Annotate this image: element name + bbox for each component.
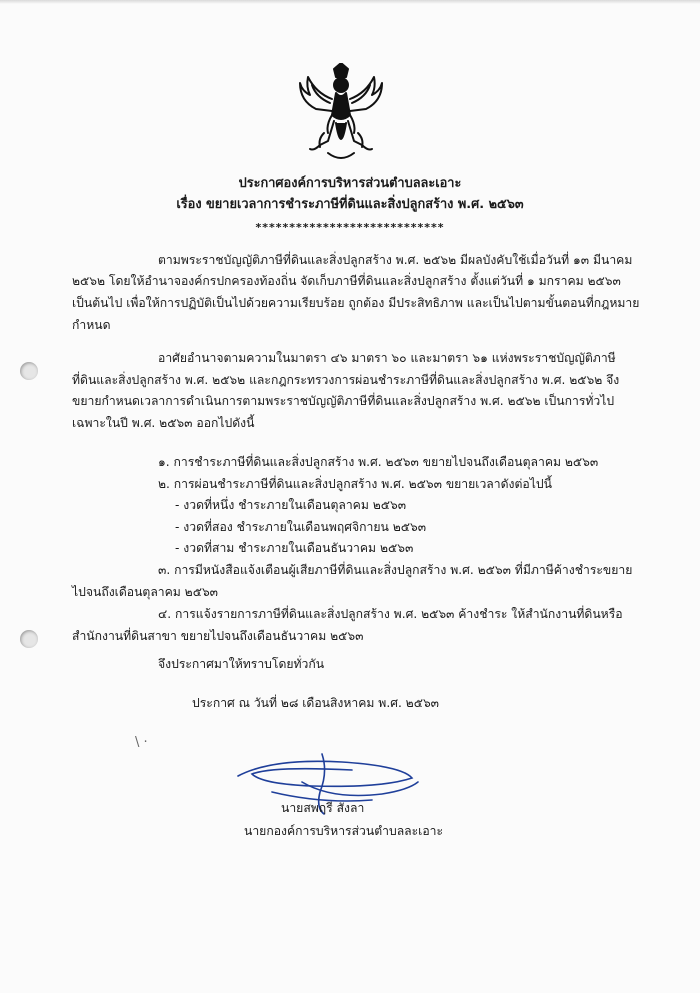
garuda-emblem-icon <box>298 63 384 163</box>
header-separator: **************************** <box>255 221 445 234</box>
announcement-title: ประกาศองค์การบริหารส่วนตำบลละเอาะ <box>238 176 462 191</box>
binder-hole-bottom <box>20 630 38 648</box>
item-2: ๒. การผ่อนชำระภาษีที่ดินและสิ่งปลูกสร้าง พ.ศ. ๒๕๖๓ ขยายเวลาดังต่อไปนี้ <box>158 477 552 491</box>
item-2-sub-3: - งวดที่สาม ชำระภายในเดือนธันวาคม ๒๕๖๓ <box>175 541 414 555</box>
paragraph-1-line-3: เป็นต้นไป เพื่อให้การปฏิบัติเป็นไปด้วยความเรียบร้อย ถูกต้อง มีประสิทธิภาพ และเป็นไปตามขั้นตอนที่กฎหมาย <box>72 296 640 310</box>
paragraph-2-line-1: อาศัยอำนาจตามความในมาตรา ๔๖ มาตรา ๖๐ และมาตรา ๖๑ แห่งพระราชบัญญัติภาษี <box>158 351 616 365</box>
signer-name: นายสพฤรี สังลา <box>281 801 365 815</box>
item-4-line-2: สำนักงานที่ดินสาขา ขยายไปจนถึงเดือนธันวาคม ๒๕๖๓ <box>72 629 364 643</box>
closing-statement: จึงประกาศมาให้ทราบโดยทั่วกัน <box>158 657 325 671</box>
item-2-sub-2: - งวดที่สอง ชำระภายในเดือนพฤศจิกายน ๒๕๖๓ <box>175 520 427 534</box>
item-3-line-1: ๓. การมีหนังสือแจ้งเตือนผู้เสียภาษีที่ดินและสิ่งปลูกสร้าง พ.ศ. ๒๕๖๓ ที่มีภาษีค้างชำระขยาย <box>158 563 633 577</box>
item-2-sub-1: - งวดที่หนึ่ง ชำระภายในเดือนตุลาคม ๒๕๖๓ <box>175 498 407 512</box>
item-3-line-2: ไปจนถึงเดือนตุลาคม ๒๕๖๓ <box>72 585 219 599</box>
item-1: ๑. การชำระภาษีที่ดินและสิ่งปลูกสร้าง พ.ศ. ๒๕๖๓ ขยายไปจนถึงเดือนตุลาคม ๒๕๖๓ <box>158 455 599 469</box>
announcement-date: ประกาศ ณ วันที่ ๒๘ เดือนสิงหาคม พ.ศ. ๒๕๖๓ <box>192 696 440 710</box>
signer-position: นายกองค์การบริหารส่วนตำบลละเอาะ <box>244 824 444 838</box>
paragraph-1-line-1: ตามพระราชบัญญัติภาษีที่ดินและสิ่งปลูกสร้าง พ.ศ. ๒๕๖๒ มีผลบังคับใช้เมื่อวันที่ ๑๓ มีนาคม <box>158 253 633 267</box>
binder-hole-top <box>20 362 38 380</box>
paragraph-2-line-4: เฉพาะในปี พ.ศ. ๒๕๖๓ ออกไปดังนี้ <box>72 416 255 430</box>
stray-mark: \ · <box>135 735 148 750</box>
paragraph-2-line-3: ขยายกำหนดเวลาการดำเนินการตามพระราชบัญญัติภาษีที่ดินและสิ่งปลูกสร้าง พ.ศ. ๒๕๖๒ เป็นการทั่วไป <box>72 394 615 408</box>
paragraph-1-line-4: กำหนด <box>72 318 111 332</box>
paragraph-1-line-2: ๒๕๖๒ โดยให้อำนาจองค์กรปกครองท้องถิ่น จัดเก็บภาษีที่ดินและสิ่งปลูกสร้าง ตั้งแต่วันที่ ๑ มกราคม ๒๕๖๓ <box>72 274 621 288</box>
scan-edge <box>0 0 700 4</box>
item-4-line-1: ๔. การแจ้งรายการภาษีที่ดินและสิ่งปลูกสร้าง พ.ศ. ๒๕๖๓ ค้างชำระ ให้สำนักงานที่ดินหรือ <box>158 607 623 621</box>
announcement-subject: เรื่อง ขยายเวลาการชำระภาษีที่ดินและสิ่งปลูกสร้าง พ.ศ. ๒๕๖๓ <box>176 197 524 212</box>
paragraph-2-line-2: ที่ดินและสิ่งปลูกสร้าง พ.ศ. ๒๕๖๒ และกฎกระทรวงการผ่อนชำระภาษีที่ดินและสิ่งปลูกสร้าง พ.ศ. ๒๕๖๒ จึง <box>72 373 620 387</box>
